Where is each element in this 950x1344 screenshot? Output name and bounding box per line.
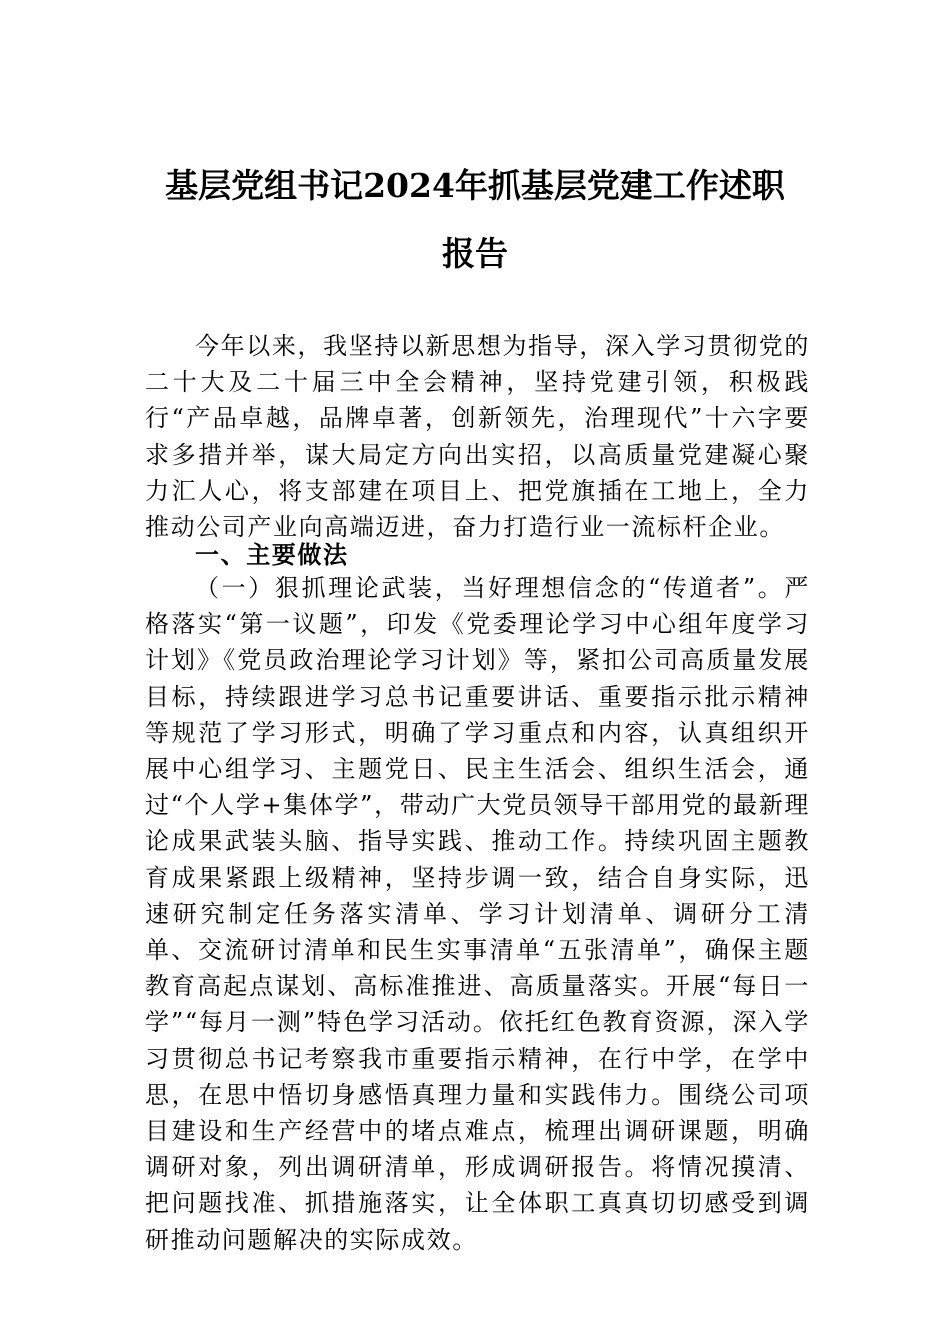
document-title-line-2: 报告 — [442, 234, 508, 273]
intro-paragraph: 今年以来，我坚持以新思想为指导，深入学习贯彻党的二十大及二十届三中全会精神，坚持党建引领，积极践行“产品卓越，品牌卓著，创新领先，治理现代”十六字要求多措并举，谋大局定方向出实招，以高质量党建凝心聚力汇人心，将支部建在项目上、把党旗插在工地上，全力推动公司产业向高端迈进，奋力打造行业一流标杆企业。 — [145, 332, 810, 542]
section-heading: 一、主要做法 — [195, 540, 349, 569]
document-title-line-1: 基层党组书记2024年抓基层党建工作述职 — [165, 166, 785, 205]
subsection-paragraph — [145, 570, 810, 1258]
subsection-lead: （一）狠抓理论武装，当好理想信念的“传道者”。 — [195, 574, 785, 602]
subsection-body: 严格落实“第一议题”，印发《党委理论学习中心组年度学习计划》《党员政治理论学习计划》等，紧扣公司高质量发展目标，持续跟进学习总书记重要讲话、重要指示批示精神等规范了学习形式，明确了学习重点和内容，认真组织开展中心组学习、主题党日、民主生活会、组织生活会，通过“个人学+集体学”，带动广大党员领导干部用党的最新理论成果武装头脑、指导实践、推动工作。持续巩固主题教育成果紧跟上级精神，坚持步调一致，结合自身实际，迅速研究制定任务落实清单、学习计划清单、调研分工清单、交流研讨清单和民生实事清单“五张清单”，确保主题教育高起点谋划、高标准推进、高质量落实。开展“每日一学”“每月一测”特色学习活动。依托红色教育资源，深入学习贯彻总书记考察我市重要指示精神，在行中学，在学中思，在思中悟切身感悟真理力量和实践伟力。围绕公司项目建设和生产经营中的堵点难点，梳理出调研课题，明确调研对象，列出调研清单，形成调研报告。将情况摸清、把问题找准、抓措施落实，让全体职工真真切切感受到调研推动问题解决的实际成效。 — [145, 574, 810, 1254]
